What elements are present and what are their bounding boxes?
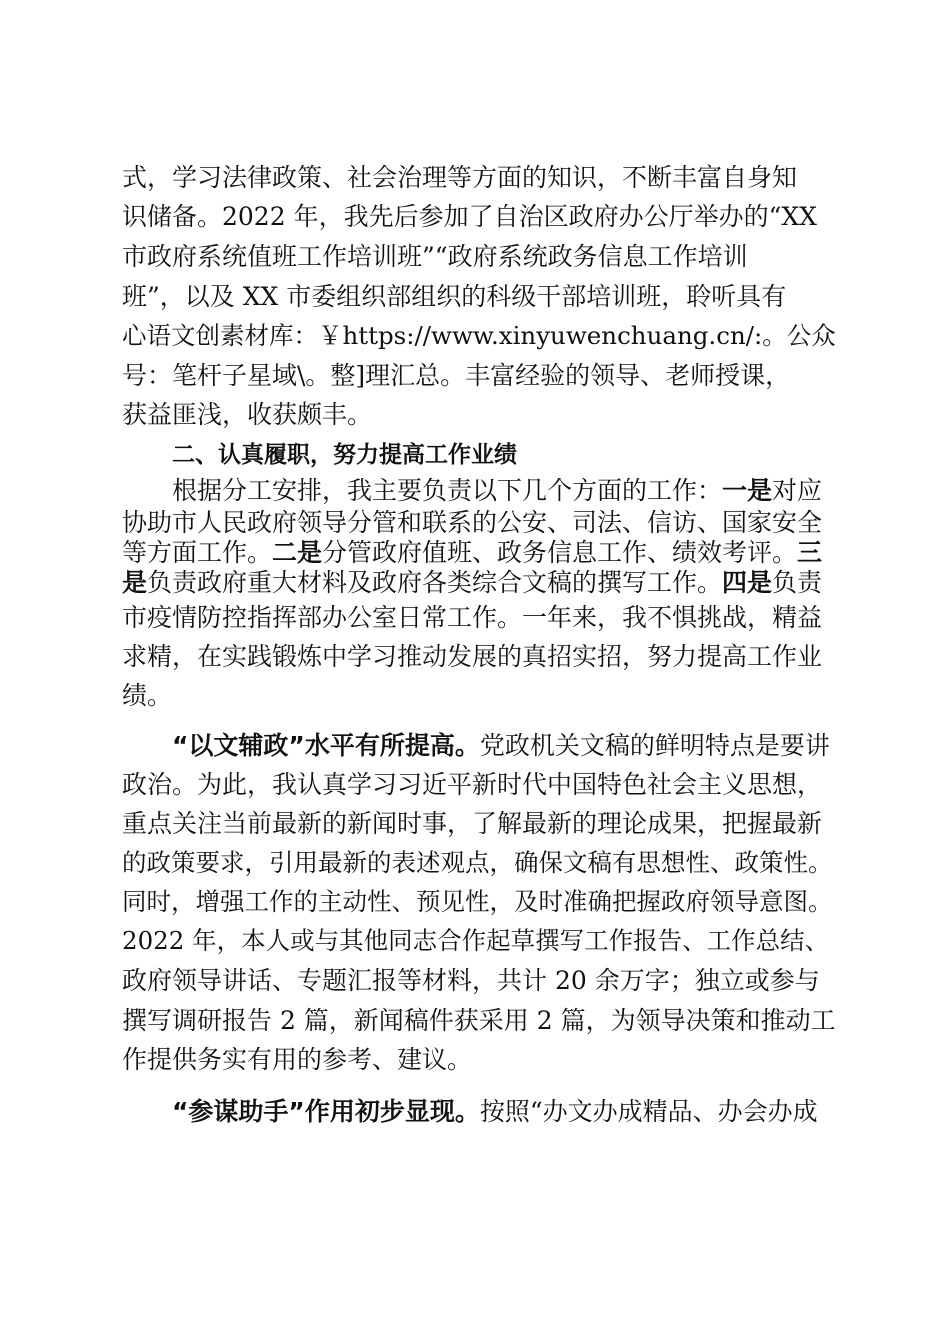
paragraph-line — [122, 568, 822, 598]
paragraph-line: 政治。为此，我认真学习习近平新时代中国特色社会主义思想， — [122, 770, 823, 799]
emphasis-run: “以文辅政”水平有所提高。 — [172, 731, 480, 760]
text-run: 按照“办文办成精品、办会办成 — [479, 1097, 818, 1126]
paragraph-line: 市疫情防控指挥部办公室日常工作。一年来，我不惧挑战，精益 — [122, 603, 823, 632]
emphasis-run: 四是 — [722, 568, 773, 597]
emphasis-run: 一是 — [722, 476, 773, 505]
text-run: 等方面工作。 — [122, 538, 273, 567]
paragraph-line — [122, 538, 822, 568]
emphasis-run: 三 — [797, 538, 823, 567]
emphasis-run: 是 — [122, 568, 148, 597]
text-run: 对应 — [772, 476, 823, 505]
paragraph-line: 求精，在实践锻炼中学习推动发展的真招实招，努力提高工作业 — [122, 642, 823, 671]
text-run: 根据分工安排，我主要负责以下几个方面的工作： — [172, 476, 723, 505]
text-run: 党政机关文稿的鲜明特点是要讲 — [479, 731, 830, 760]
emphasis-run: “参谋助手”作用初步显现。 — [172, 1097, 480, 1126]
paragraph-line: 获益匪浅，收获颇丰。 — [122, 400, 373, 429]
paragraph-line — [172, 731, 830, 761]
paragraph-line: 识储备。2022 年，我先后参加了自治区政府办公厅举办的“XX — [122, 202, 817, 231]
paragraph-line: 作提供务实有用的参考、建议。 — [122, 1045, 473, 1074]
paragraph-line: 同时，增强工作的主动性、预见性，及时准确把握政府领导意图。 — [122, 887, 833, 916]
paragraph-line: 式，学习法律政策、社会治理等方面的知识，不断丰富自身知 — [122, 163, 798, 192]
paragraph-line: 重点关注当前最新的新闻时事，了解最新的理论成果，把握最新 — [122, 809, 823, 838]
paragraph-line: 班”，以及 XX 市委组织部组织的科级干部培训班，聆听具有 — [122, 282, 787, 311]
text-run: 分管政府值班、政务信息工作、绩效考评。 — [322, 538, 798, 567]
paragraph-line: 市政府系统值班工作培训班”“政府系统政务信息工作培训 — [122, 242, 748, 271]
paragraph-line: 绩。 — [122, 681, 173, 710]
paragraph-line: 政府领导讲话、专题汇报等材料，共计 20 余万字；独立或参与 — [122, 966, 820, 995]
paragraph-line: 的政策要求，引用最新的表述观点，确保文稿有思想性、政策性。 — [122, 848, 833, 877]
paragraph-line: 撰写调研报告 2 篇，新闻稿件获采用 2 篇，为领导决策和推动工 — [122, 1006, 836, 1035]
paragraph-line — [172, 1097, 818, 1127]
paragraph-line: 号：笔杆子星域\。整]理汇总。丰富经验的领导、老师授课， — [122, 361, 791, 390]
text-run: 负责 — [772, 568, 823, 597]
text-run: 负责政府重大材料及政府各类综合文稿的撰写工作。 — [147, 568, 723, 597]
paragraph-line: 心语文创素材库：￥https://www.xinyuwenchuang.cn/:。公众 — [122, 321, 836, 350]
paragraph-line: 协助市人民政府领导分管和联系的公安、司法、信访、国家安全 — [122, 508, 823, 537]
paragraph-line: 2022 年，本人或与其他同志合作起草撰写工作报告、工作总结、 — [122, 926, 830, 955]
paragraph-line — [172, 476, 822, 506]
emphasis-run: 二是 — [272, 538, 323, 567]
section-heading: 二、认真履职，努力提高工作业绩 — [172, 442, 517, 468]
